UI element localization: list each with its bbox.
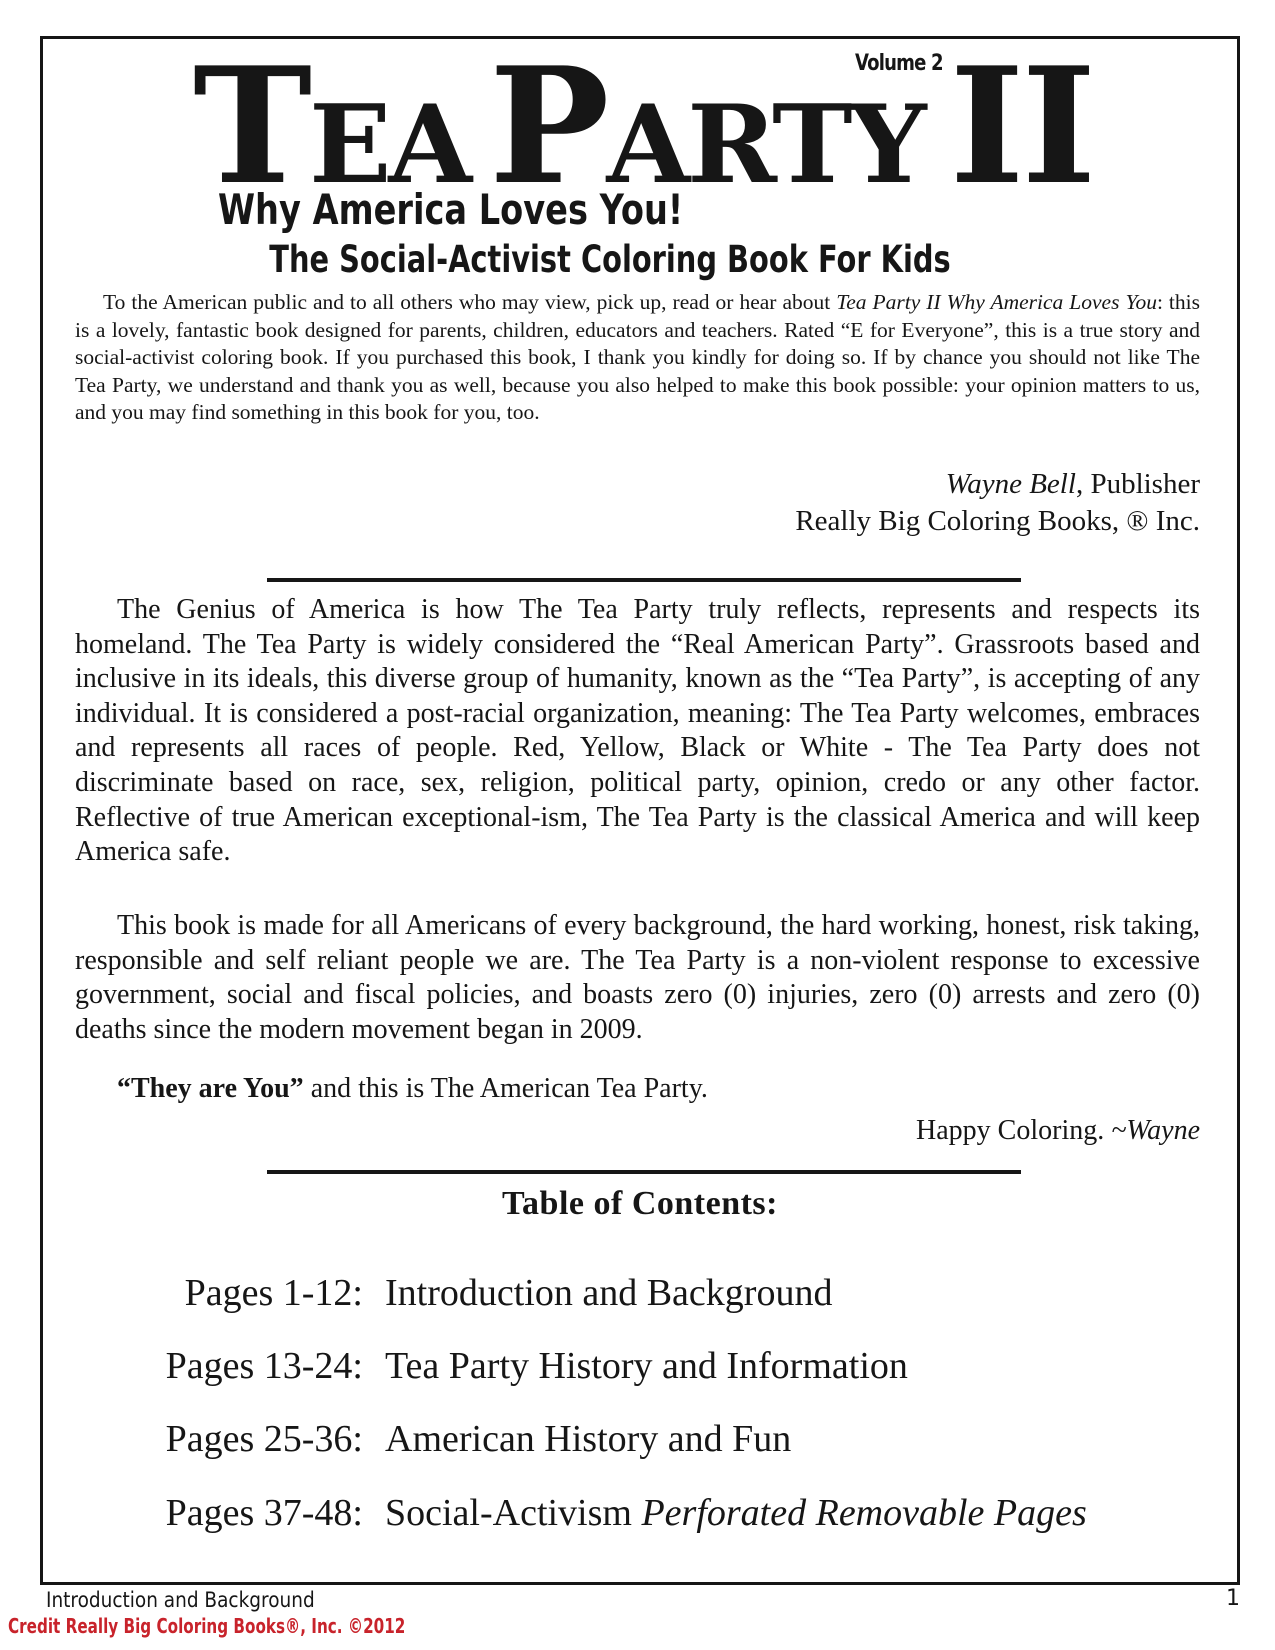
toc-title-text: American History and Fun [385,1418,792,1460]
quote-rest-text: and this is The American Tea Party. [303,1073,708,1104]
body-paragraph-this-book: This book is made for all Americans of every background, the hard working, honest, risk taking, responsible and self reliant people we are. The Tea Party is a non-violent response to excessive government, social and fiscal policies, and boasts zero (0) injuries, zero (0) arrests and zero (0) deaths since the modern movement began in 2009. [75,910,1200,1045]
signature-line-1 [795,466,1200,503]
toc-row-4 [75,1491,1200,1535]
page-number: 1 [1226,1586,1240,1611]
toc-heading: Table of Contents: [502,1185,778,1222]
closing-signature: ~Wayne [1111,1115,1200,1146]
title-numeral-ii: II [949,32,1094,220]
book-subtitle: Why America Loves You! [218,185,684,234]
volume-label: Volume 2 [855,51,943,76]
quote-bold-text: “They are You” [117,1073,304,1104]
they-are-you-line [75,1073,1200,1105]
title-letter-t: T [193,32,310,220]
happy-coloring-line [916,1115,1200,1147]
title-letters-ea: EA [309,82,470,208]
toc-title-text: Social-Activism [385,1492,642,1534]
title-letters-arty: ARTY [606,82,924,208]
toc-row-2 [75,1344,1200,1388]
toc-title-italic: Perforated Removable Pages [641,1492,1087,1534]
page-border-frame [40,32,1240,1585]
publisher-signature [795,466,1200,539]
toc-row-3 [75,1417,1200,1461]
divider-bottom [267,1170,1021,1174]
toc-section-title [385,1271,832,1315]
toc-section-title [385,1491,1087,1535]
divider-top [267,578,1021,582]
intro-text-start: To the American public and to all others who may view, pick up, read or hear about [103,290,837,314]
publisher-role: , Publisher [1075,468,1200,500]
intro-book-name-italic: Tea Party II Why America Loves You [836,290,1157,314]
toc-section-title [385,1417,791,1461]
signature-line-2: Really Big Coloring Books, ® Inc. [795,504,1200,537]
title-letter-p: P [489,32,607,220]
toc-title-text: Introduction and Background [385,1272,833,1314]
toc-row-1 [75,1271,1200,1315]
toc-section-title [385,1344,908,1388]
body-paragraph-genius: The Genius of America is how The Tea Party truly reflects, represents and respects its homeland. The Tea Party is widely considered the “Real American Party”. Grassroots based and inclusive in its ideals, this diverse group of humanity, known as the “Tea Party”, is accepting of any individual. It is considered a post-racial organization, meaning: The Tea Party welcomes, embraces and represents all races of people. Red, Yellow, Black or White - The Tea Party does not discriminate based on race, sex, religion, political party, opinion, credo or any other factor. Reflective of true American exceptional-ism, The Tea Party is the classical America and will keep America safe. [75,594,1200,868]
toc-pages-range: Pages 25-36: [165,1418,363,1460]
toc-pages-range: Pages 13-24: [165,1345,363,1387]
toc-title-text: Tea Party History and Information [385,1345,908,1387]
footer-section-label: Introduction and Background [46,1588,315,1612]
copyright-credit: Credit Really Big Coloring Books®, Inc. ©2012 [8,1614,406,1638]
publisher-name: Wayne Bell [945,468,1076,500]
closing-text: Happy Coloring. [916,1115,1112,1146]
intro-text-end: : this is a lovely, fantastic book designed for parents, children, educators and teachers. Rated “E for Everyone”, this is a true story and social-activist coloring book. If you purchased this book, I thank you kindly for doing so. If by chance you should not like The Tea Party, we understand and thank you as well, because you also helped to make this book possible: your opinion matters to us, and you may find something in this book for you, too. [75,290,1200,425]
book-tagline: The Social-Activist Coloring Book For Kids [269,238,951,281]
toc-pages-range: Pages 37-48: [165,1492,363,1534]
toc-pages-range: Pages 1-12: [184,1272,363,1314]
intro-paragraph [75,289,1200,427]
